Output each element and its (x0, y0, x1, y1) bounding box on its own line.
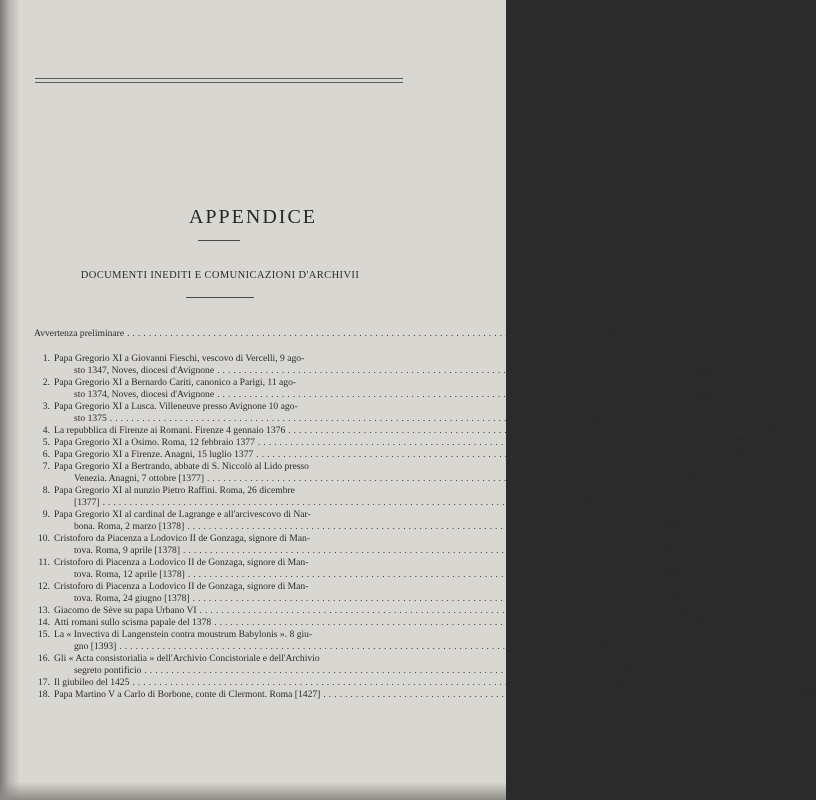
toc-entry (34, 401, 603, 425)
entry-text: Papa Gregorio XI a Osimo. Roma, 12 febbraio 1377 (54, 437, 255, 448)
table-of-contents (34, 328, 816, 701)
entry-text-cont: sto 1347, Noves, diocesi d'Avignone (74, 365, 215, 376)
entry-number: 2. (42, 377, 50, 388)
page-bottom-shadow (0, 782, 506, 800)
toc-entry (34, 605, 693, 617)
toc-entry-continuation (34, 413, 603, 425)
toc-entry-continuation (34, 473, 700, 485)
header-rule-double (35, 82, 403, 83)
section-subtitle: DOCUMENTI INEDITI E COMUNICAZIONI D'ARCHIVII (80, 270, 360, 281)
toc-entry-first-line (34, 629, 404, 641)
toc-entry-continuation (34, 365, 710, 377)
toc-intro-text: Avvertenza preliminare (34, 328, 125, 339)
entry-number: 16. (38, 653, 50, 664)
appendix-title: APPENDICE (188, 206, 317, 228)
entry-text: Il giubileo del 1425 (54, 677, 130, 688)
entry-text: Cristoforo da Piacenza a Lodovico II de Gonzaga, signore di Man- (54, 533, 311, 544)
toc-entry-first-line (34, 485, 404, 497)
entry-text-cont: bona. Roma, 2 marzo [1378] (74, 521, 185, 532)
toc-entry (34, 437, 751, 449)
entry-text: Papa Martino V a Carlo di Borbone, conte di Clermont. Roma [1427] (54, 689, 321, 700)
entry-text-cont: tova. Roma, 9 aprile [1378] (74, 545, 181, 556)
leader-dots: ....................................................................................... (323, 689, 794, 700)
toc-entry-line (34, 425, 781, 437)
toc-entry (34, 485, 596, 509)
entry-number: 9. (42, 509, 50, 520)
entry-page-number: 789 (695, 365, 710, 376)
toc-entry-continuation (34, 665, 638, 677)
entry-number: 3. (42, 401, 50, 412)
toc-entry (34, 533, 676, 557)
entry-text: La « Invectiva di Langenstein contra moustrum Babylonis ». 8 giu- (54, 629, 313, 640)
entry-text: Cristoforo di Piacenza a Lodovico II de Gonzaga, signore di Man- (54, 581, 309, 592)
entry-text: La repubblica di Firenze ai Romani. Firenze 4 gennaio 1376 (54, 425, 286, 436)
leader-dots: ....................................................................................... (257, 437, 728, 448)
leader-dots: ....................................................................................... (217, 365, 687, 376)
title-underline (198, 240, 240, 241)
binding-shadow (0, 0, 20, 800)
toc-entry (34, 557, 681, 581)
toc-entry-line (34, 677, 626, 689)
toc-entry-first-line (34, 461, 404, 473)
toc-gap (34, 340, 404, 353)
toc-entry-first-line (34, 353, 404, 365)
toc-entry-continuation (34, 545, 676, 557)
entry-number: 12. (38, 581, 50, 592)
leader-dots: ....................................................................................... (256, 449, 726, 460)
entry-page-number: 793 (734, 449, 749, 460)
entry-text-cont: Venezia. Anagni, 7 ottobre [1377] (74, 473, 205, 484)
entry-page-number: 790 (588, 413, 603, 424)
leader-dots: ....................................................................................... (192, 593, 663, 604)
entry-number: 13. (38, 605, 50, 616)
toc-entry-line (34, 689, 816, 701)
entry-text-cont: gno [1393] (74, 641, 117, 652)
toc-entry-first-line (34, 401, 404, 413)
subtitle-underline (186, 297, 254, 298)
toc-entry-first-line (34, 653, 404, 665)
toc-entry-continuation (34, 521, 680, 533)
entry-page-number: 791 (766, 425, 781, 436)
entry-number: 10. (38, 533, 50, 544)
toc-entry (34, 581, 686, 605)
toc-entry-continuation (34, 389, 710, 401)
entry-number: 18. (38, 689, 50, 700)
entry-text-cont: sto 1374, Noves, diocesi d'Avignone (74, 389, 215, 400)
entry-text: Cristoforo di Piacenza a Lodovico II de Gonzaga, signore di Man- (54, 557, 309, 568)
entry-page-number: 811 (611, 677, 626, 688)
toc-entry-continuation (34, 593, 686, 605)
entry-text-cont: [1377] (74, 497, 100, 508)
header-rule (35, 78, 403, 79)
toc-entry-first-line (34, 557, 404, 569)
toc-entry (34, 677, 626, 689)
entry-text: Papa Gregorio XI a Firenze. Anagni, 15 luglio 1377 (54, 449, 254, 460)
leader-dots: ....................................................................................... (183, 545, 653, 556)
toc-entries (34, 353, 816, 701)
toc-entry (34, 629, 613, 653)
toc-entry-line (34, 437, 751, 449)
leader-dots: ....................................................................................... (217, 389, 687, 400)
entry-number: 14. (38, 617, 50, 628)
leader-dots: ....................................................................................... (199, 605, 670, 616)
entry-text: Papa Gregorio XI a Lusca. Villeneuve presso Avignone 10 ago- (54, 401, 298, 412)
entry-page-number: 797 (580, 497, 596, 508)
toc-entry (34, 425, 781, 437)
leader-dots: ....................................................................................... (187, 521, 657, 532)
toc-entry-first-line (34, 533, 404, 545)
entry-page-number: 807 (622, 665, 638, 676)
toc-entry (34, 617, 707, 629)
toc-entry (34, 449, 749, 461)
entry-page-number: 800 (666, 569, 681, 580)
entry-text: Papa Gregorio XI a Giovanni Fieschi, vescovo di Vercelli, 9 ago- (54, 353, 305, 364)
entry-number: 11. (38, 557, 50, 568)
entry-number: 7. (42, 461, 50, 472)
entry-page-number: 807 (597, 641, 613, 652)
leader-dots: ....................................................................................... (119, 641, 590, 652)
toc-entry-first-line (34, 509, 404, 521)
leader-dots: ....................................................................................... (288, 425, 758, 436)
entry-page-number: 790 (695, 389, 710, 400)
entry-text-cont: tova. Roma, 12 aprile [1378] (74, 569, 185, 580)
entry-text-cont: sto 1375 (74, 413, 107, 424)
entry-page-number: 796 (685, 473, 700, 484)
entry-page-number: 792 (736, 437, 751, 448)
entry-text: Gli « Acta consistorialia » dell'Archivio Concistoriale e dell'Archivio (54, 653, 320, 664)
toc-intro-page: 789 (605, 328, 620, 339)
toc-entry (34, 653, 638, 677)
entry-page-number: 803 (692, 617, 707, 628)
entry-number: 4. (42, 425, 50, 436)
toc-entry-first-line (34, 377, 404, 389)
leader-dots: ....................................................................................... (144, 665, 615, 676)
entry-number: 17. (38, 677, 50, 688)
toc-entry-line (34, 617, 707, 629)
leader-dots: ....................................................................................... (214, 617, 684, 628)
toc-entry (34, 377, 710, 401)
entry-text: Papa Gregorio XI al nunzio Pietro Raffini. Roma, 26 dicembre (54, 485, 295, 496)
entry-text: Giacomo de Sève su papa Urbano VI (54, 605, 197, 616)
entry-number: 5. (42, 437, 50, 448)
entry-number: 8. (42, 485, 50, 496)
entry-text-cont: tova. Roma, 24 giugno [1378] (74, 593, 190, 604)
entry-text: Atti romani sullo scisma papale del 1378 (54, 617, 212, 628)
leader-dots: ....................................................................................... (207, 473, 677, 484)
toc-entry-continuation (34, 641, 613, 653)
entry-page-number: 801 (670, 593, 686, 604)
toc-entry (34, 461, 700, 485)
leader-dots: ....................................................................................... (102, 497, 573, 508)
toc-entry-continuation (34, 569, 681, 581)
leader-dots: ....................................................................................... (127, 328, 597, 339)
entry-page-number: 802 (677, 605, 693, 616)
entry-page-number: 813 (801, 689, 816, 700)
entry-number: 6. (42, 449, 50, 460)
entry-number: 15. (38, 629, 50, 640)
entry-text: Papa Gregorio XI a Bertrando, abbate di S. Niccolò al Lido presso (54, 461, 309, 472)
toc-entry (34, 509, 680, 533)
toc-entry-line (34, 449, 749, 461)
leader-dots: ....................................................................................... (187, 569, 658, 580)
toc-entry-first-line (34, 581, 404, 593)
toc-entry-line (34, 605, 693, 617)
entry-text: Papa Gregorio XI al cardinal de Lagrange e all'arcivescovo di Nar- (54, 509, 311, 520)
toc-entry (34, 353, 710, 377)
toc-entry-continuation (34, 497, 596, 509)
entry-page-number: 798 (665, 521, 680, 532)
leader-dots: ....................................................................................... (109, 413, 580, 424)
entry-text: Papa Gregorio XI a Bernardo Cariti, canonico a Parigi, 11 ago- (54, 377, 297, 388)
entry-page-number: 799 (661, 545, 676, 556)
entry-number: 1. (42, 353, 50, 364)
leader-dots: ....................................................................................... (132, 677, 603, 688)
toc-intro (34, 328, 620, 340)
toc-entry (34, 689, 816, 701)
entry-text-cont: segreto pontificio (74, 665, 142, 676)
